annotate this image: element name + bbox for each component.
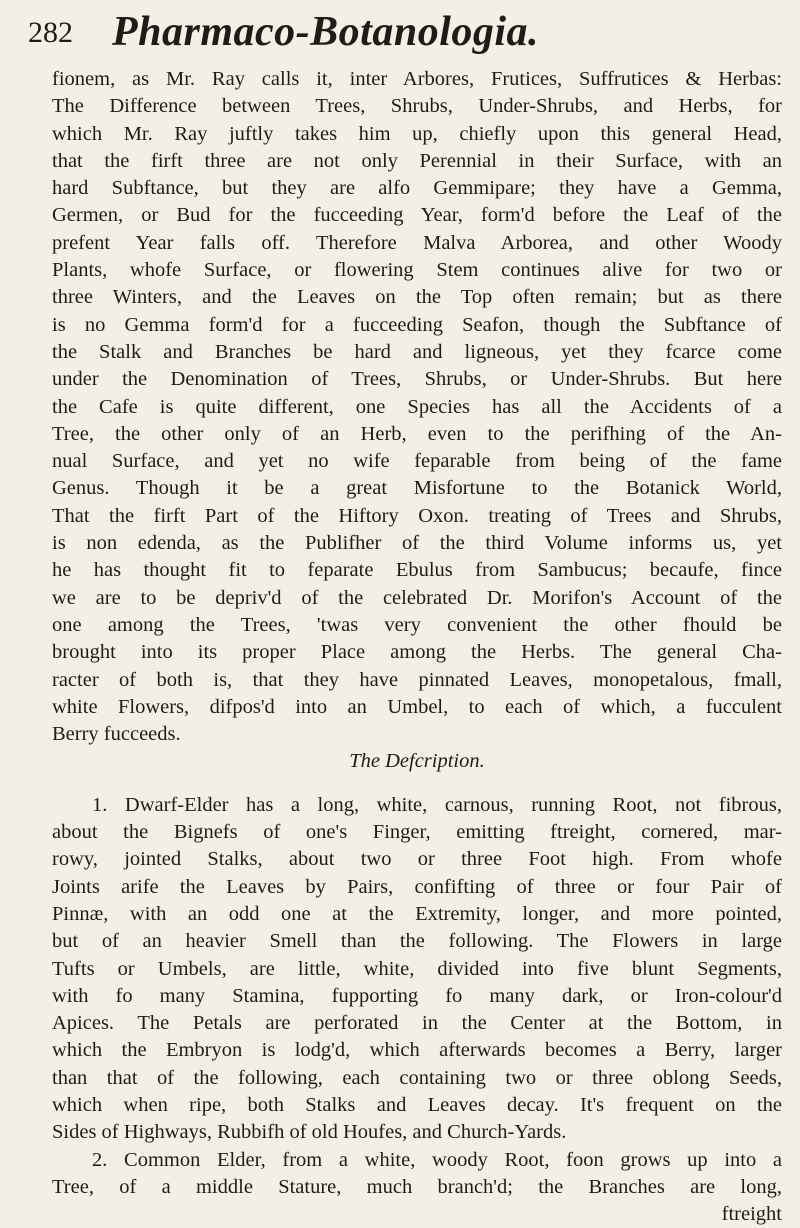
text-line: Germen, or Bud for the fucceeding Year, form'd before the Leaf of the bbox=[52, 204, 782, 227]
text-line: Joints arife the Leaves by Pairs, confifting of three or four Pair of bbox=[52, 875, 782, 898]
text-line: which when ripe, both Stalks and Leaves decay. It's frequent on the bbox=[52, 1093, 782, 1116]
text-line: brought into its proper Place among the Herbs. The general Cha- bbox=[52, 641, 782, 664]
text-line: under the Denomination of Trees, Shrubs, or Under-Shrubs. But here bbox=[52, 368, 782, 391]
text-line: about the Bignefs of one's Finger, emitting ftreight, cornered, mar- bbox=[52, 821, 782, 844]
text-line: which the Embryon is lodg'd, which afterwards becomes a Berry, larger bbox=[52, 1039, 782, 1062]
text-line: Berry fucceeds. bbox=[52, 723, 181, 746]
text-line: prefent Year falls off. Therefore Malva Arborea, and other Woody bbox=[52, 231, 782, 254]
text-line: The Difference between Trees, Shrubs, Under-Shrubs, and Herbs, for bbox=[52, 95, 782, 118]
text-line: is non edenda, as the Publifher of the third Volume informs us, yet bbox=[52, 532, 782, 555]
text-line: Tree, the other only of an Herb, even to the perifhing of the An- bbox=[52, 422, 782, 445]
text-line: That the firft Part of the Hiftory Oxon. treating of Trees and Shrubs, bbox=[52, 504, 782, 527]
text-line: 2. Common Elder, from a white, woody Root, foon grows up into a bbox=[92, 1148, 782, 1171]
text-line: Apices. The Petals are perforated in the Center at the Bottom, in bbox=[52, 1012, 782, 1035]
text-line: with fo many Stamina, fupporting fo many dark, or Iron-colour'd bbox=[52, 984, 782, 1007]
running-head: Pharmaco-Botanologia. bbox=[112, 9, 540, 55]
text-line: rowy, jointed Stalks, about two or three Foot high. From whofe bbox=[52, 848, 782, 871]
text-line: nual Surface, and yet no wife feparable from being of the fame bbox=[52, 450, 782, 473]
page-number: 282 bbox=[28, 16, 73, 49]
section-heading: The Defcription. bbox=[349, 750, 485, 773]
text-line: three Winters, and the Leaves on the Top often remain; but as there bbox=[52, 286, 782, 309]
text-line: Pinnæ, with an odd one at the Extremity, longer, and more pointed, bbox=[52, 902, 782, 925]
paragraph-gap bbox=[52, 776, 782, 792]
text-line: than that of the following, each containing two or three oblong Seeds, bbox=[52, 1066, 782, 1089]
text-line: is no Gemma form'd for a fucceeding Seafon, though the Subftance of bbox=[52, 313, 782, 336]
text-line: which Mr. Ray juftly takes him up, chiefly upon this general Head, bbox=[52, 122, 782, 145]
text-line: Genus. Though it be a great Misfortune to the Botanick World, bbox=[52, 477, 782, 500]
text-line: Tree, of a middle Stature, much branch'd; the Branches are long, bbox=[52, 1175, 782, 1198]
text-line: but of an heavier Smell than the following. The Flowers in large bbox=[52, 930, 782, 953]
text-line: one among the Trees, 'twas very convenient the other fhould be bbox=[52, 613, 782, 636]
text-line: he has thought fit to feparate Ebulus from Sambucus; becaufe, fince bbox=[52, 559, 782, 582]
catchword: ftreight bbox=[721, 1203, 782, 1226]
text-line: we are to be depriv'd of the celebrated Dr. Morifon's Account of the bbox=[52, 586, 782, 609]
text-line: the Cafe is quite different, one Species has all the Accidents of a bbox=[52, 395, 782, 418]
text-line: that the firft three are not only Perennial in their Surface, with an bbox=[52, 149, 782, 172]
text-line: Plants, whofe Surface, or flowering Stem continues alive for two or bbox=[52, 259, 782, 282]
text-line: 1. Dwarf-Elder has a long, white, carnous, running Root, not fibrous, bbox=[92, 793, 782, 816]
body-text bbox=[52, 66, 782, 1228]
text-line: hard Subftance, but they are alfo Gemmipare; they have a Gemma, bbox=[52, 177, 782, 200]
text-line: fionem, as Mr. Ray calls it, inter Arbores, Frutices, Suffrutices & Herbas: bbox=[52, 68, 782, 90]
text-line: Sides of Highways, Rubbifh of old Houfes, and Church-Yards. bbox=[52, 1121, 567, 1144]
text-line: the Stalk and Branches be hard and ligneous, yet they fcarce come bbox=[52, 340, 782, 363]
page-header bbox=[28, 8, 788, 60]
text-line: racter of both is, that they have pinnated Leaves, monopetalous, fmall, bbox=[52, 668, 782, 691]
text-line: white Flowers, difpos'd into an Umbel, to each of which, a fucculent bbox=[52, 695, 782, 718]
text-line: Tufts or Umbels, are little, white, divided into five blunt Segments, bbox=[52, 957, 782, 980]
